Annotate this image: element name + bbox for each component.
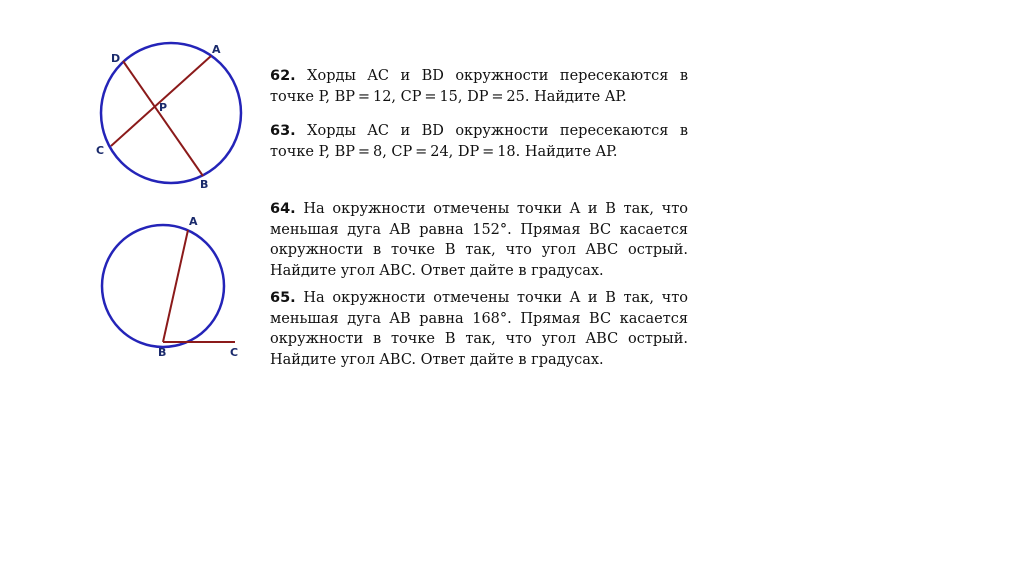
problem-62: [270, 66, 688, 107]
circle-2: [102, 225, 224, 347]
label-a: A: [212, 43, 221, 56]
figure-tangent: [102, 215, 238, 359]
chord-bd: [123, 61, 203, 176]
label-d: D: [111, 52, 121, 65]
problem-number: 65.: [270, 290, 296, 306]
problem-text: Хорды AC и BD окружности пересекаются в точке P, BP = 12, CP = 15, DP = 25. Найдите AP.: [270, 68, 688, 105]
label-c-2: C: [230, 346, 239, 359]
label-a-2: A: [189, 215, 198, 228]
figure-chords: [96, 43, 241, 191]
circle-1: [101, 43, 241, 183]
label-c: C: [96, 144, 105, 157]
problem-text: Хорды AC и BD окружности пересекаются в точке P, BP = 8, CP = 24, DP = 18. Найдите AP.: [270, 123, 688, 160]
problem-64: [270, 199, 688, 281]
problem-number: 64.: [270, 201, 296, 217]
chord-ab: [163, 230, 188, 342]
label-b: B: [200, 178, 209, 191]
problem-number: 63.: [270, 123, 296, 139]
problem-63: [270, 121, 688, 162]
problem-text: На окружности отмечены точки A и B так, что меньшая дуга AB равна 168°. Прямая BC касается окружности в точке B так, что угол ABC острый. Найдите угол ABC. Ответ дайте в градусах.: [270, 290, 689, 368]
problem-text: На окружности отмечены точки A и B так, что меньшая дуга AB равна 152°. Прямая BC касается окружности в точке B так, что угол ABC острый. Найдите угол ABC. Ответ дайте в градусах.: [270, 201, 689, 279]
problem-number: 62.: [270, 68, 296, 84]
label-p: P: [159, 101, 168, 114]
label-b-2: B: [158, 346, 167, 359]
problem-65: [270, 288, 688, 370]
